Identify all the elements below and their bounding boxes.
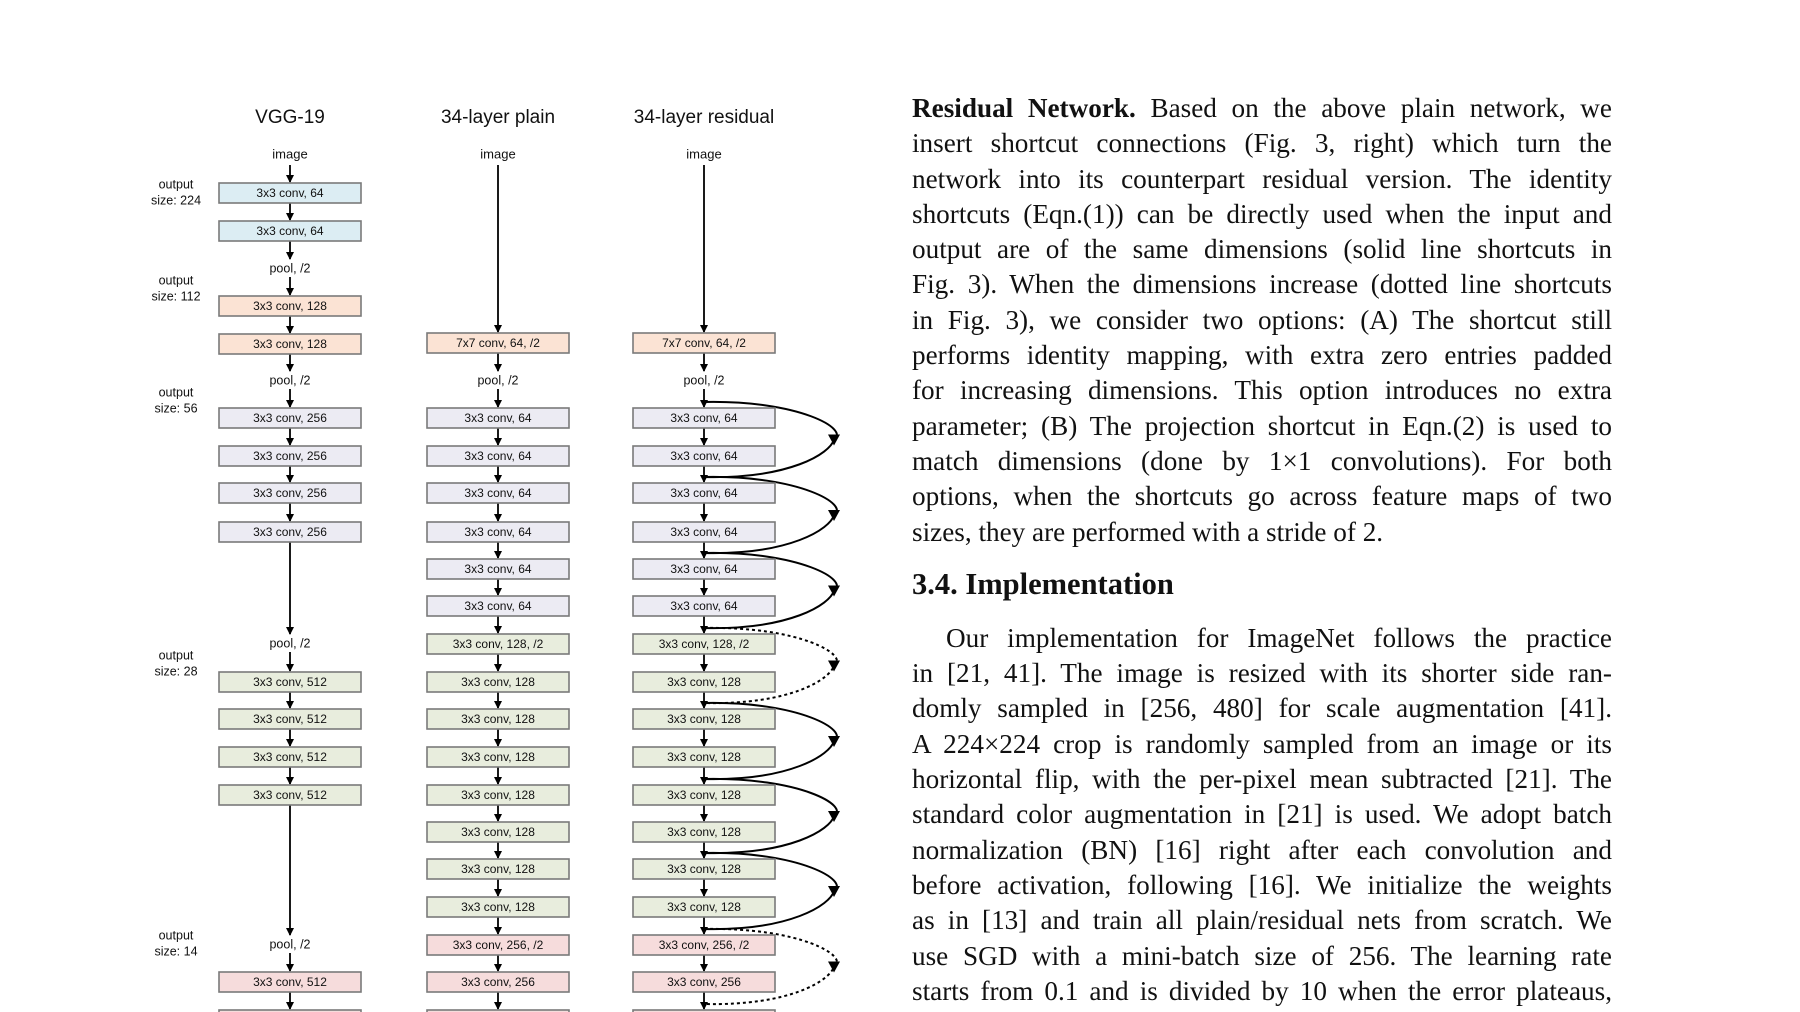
residual-network-paragraph (912, 91, 1612, 550)
output-size-label: output (158, 648, 194, 663)
output-size-label: size: 112 (151, 289, 201, 304)
layer-label: 3x3 conv, 512 (253, 975, 327, 990)
layer-label: 3x3 conv, 128 (667, 750, 741, 765)
column-title: 34-layer plain (440, 107, 556, 129)
shortcut-arrowhead (828, 962, 840, 973)
pool-label: pool, /2 (683, 373, 725, 388)
implementation-paragraph (912, 621, 1612, 1009)
column-title: VGG-19 (255, 107, 325, 129)
layer-label: 3x3 conv, 128, /2 (452, 637, 544, 652)
layer-label: 3x3 conv, 128 (461, 750, 535, 765)
layer-label: 3x3 conv, 512 (253, 675, 327, 690)
layer-label: 3x3 conv, 64 (464, 486, 532, 501)
text-line: standard color augmentation in [21] is used. We adopt batch (912, 799, 1612, 830)
pool-label: pool, /2 (269, 636, 311, 651)
text-line: normalization (BN) [16] right after each convolution and (912, 834, 1612, 865)
text-line (912, 91, 1612, 126)
output-size-label: output (158, 928, 194, 943)
layer-label: 3x3 conv, 128 (667, 712, 741, 727)
output-size-label: output (158, 385, 194, 400)
text-line: sizes, they are performed with a stride of 2. (912, 516, 1384, 547)
layer-label: 3x3 conv, 64 (670, 525, 738, 540)
output-size-label: output (158, 273, 194, 288)
shortcut-arrowhead (828, 510, 840, 521)
shortcut-arrowhead (828, 586, 840, 597)
text-line: Our implementation for ImageNet follows the practice (946, 622, 1612, 653)
layer-label: 3x3 conv, 128 (461, 712, 535, 727)
run-in-heading: Residual Network. (912, 93, 1136, 123)
layer-label: 3x3 conv, 256 (253, 411, 327, 426)
text-line: output are of the same dimensions (solid line shortcuts in (912, 234, 1612, 265)
text-line: horizontal flip, with the per-pixel mean subtracted [21]. The (912, 764, 1612, 795)
network-architecture-figure (0, 0, 880, 1012)
layer-label: 7x7 conv, 64, /2 (456, 336, 540, 351)
layer-label: 3x3 conv, 128 (461, 862, 535, 877)
text-run: Based on the above plain network, we (1135, 93, 1612, 123)
shortcut-arrowhead (828, 435, 840, 446)
layer-label: 3x3 conv, 512 (253, 788, 327, 803)
shortcut-arrowhead (828, 811, 840, 822)
layer-label: 3x3 conv, 256 (461, 975, 535, 990)
layer-label: 3x3 conv, 512 (253, 712, 327, 727)
text-line: shortcuts (Eqn.(1)) can be directly used when the input and (912, 198, 1612, 229)
layer-label: 3x3 conv, 256 (253, 486, 327, 501)
layer-label: 3x3 conv, 64 (464, 562, 532, 577)
layer-label: 3x3 conv, 64 (256, 186, 324, 201)
text-line: in [21, 41]. The image is resized with its shorter side ran- (912, 658, 1612, 689)
text-line: options, when the shortcuts go across feature maps of two (912, 481, 1612, 512)
layer-label: 3x3 conv, 256 (253, 449, 327, 464)
layer-label: 3x3 conv, 128 (667, 788, 741, 803)
output-size-label: size: 28 (154, 664, 198, 679)
layer-label: 7x7 conv, 64, /2 (662, 336, 746, 351)
layer-label: 3x3 conv, 64 (670, 486, 738, 501)
layer-label: 3x3 conv, 256, /2 (658, 938, 750, 953)
shortcut-arrowhead (828, 886, 840, 897)
text-line: insert shortcut connections (Fig. 3, right) which turn the (912, 128, 1612, 159)
layer-label: 3x3 conv, 128 (461, 675, 535, 690)
text-line: for increasing dimensions. This option introduces no extra (912, 375, 1612, 406)
text-line: match dimensions (done by 1×1 convolutions). For both (912, 445, 1612, 476)
layer-label: 3x3 conv, 64 (670, 599, 738, 614)
text-line: A 224×224 crop is randomly sampled from an image or its (912, 728, 1612, 759)
section-heading: 3.4. Implementation (912, 566, 1174, 601)
layer-label: 3x3 conv, 256 (253, 525, 327, 540)
text-line: performs identity mapping, with extra zero entries padded (912, 340, 1612, 371)
layer-label: 3x3 conv, 64 (670, 411, 738, 426)
image-input-label: image (272, 146, 308, 162)
layer-label: 3x3 conv, 128 (667, 900, 741, 915)
pool-label: pool, /2 (269, 937, 311, 952)
layer-label: 3x3 conv, 128 (667, 825, 741, 840)
text-line: network into its counterpart residual version. The identity (912, 163, 1612, 194)
text-line: Fig. 3). When the dimensions increase (dotted line shortcuts (912, 269, 1612, 300)
output-size-label: size: 224 (150, 193, 202, 208)
text-line: before activation, following [16]. We initialize the weights (912, 869, 1612, 900)
text-line: use SGD with a mini-batch size of 256. The learning rate (912, 940, 1612, 971)
layer-label: 3x3 conv, 64 (256, 224, 324, 239)
paper-text-column (912, 91, 1612, 1009)
layer-label: 3x3 conv, 64 (464, 525, 532, 540)
text-line: in Fig. 3), we consider two options: (A) The shortcut still (912, 304, 1612, 335)
text-line: domly sampled in [256, 480] for scale augmentation [41]. (912, 693, 1612, 724)
text-line: as in [13] and train all plain/residual nets from scratch. We (912, 905, 1612, 936)
layer-label: 3x3 conv, 256, /2 (452, 938, 544, 953)
output-size-label: size: 56 (154, 401, 198, 416)
image-input-label: image (480, 146, 516, 162)
output-size-label: size: 14 (154, 944, 198, 959)
layer-label: 3x3 conv, 64 (670, 562, 738, 577)
shortcut-arrowhead (828, 736, 840, 747)
layer-label: 3x3 conv, 128 (461, 900, 535, 915)
image-input-label: image (686, 146, 722, 162)
column-title: 34-layer residual (633, 107, 775, 129)
layer-label: 3x3 conv, 128, /2 (658, 637, 750, 652)
pool-label: pool, /2 (269, 261, 311, 276)
layer-label: 3x3 conv, 128 (461, 825, 535, 840)
layer-label: 3x3 conv, 128 (461, 788, 535, 803)
text-line: starts from 0.1 and is divided by 10 when the error plateaus, (912, 975, 1612, 1006)
pool-label: pool, /2 (269, 373, 311, 388)
layer-label: 3x3 conv, 64 (464, 599, 532, 614)
layer-label: 3x3 conv, 64 (670, 449, 738, 464)
text-line: parameter; (B) The projection shortcut in Eqn.(2) is used to (912, 410, 1612, 441)
layer-label: 3x3 conv, 64 (464, 449, 532, 464)
shortcut-arrowhead (828, 661, 840, 672)
layer-label: 3x3 conv, 512 (253, 750, 327, 765)
layer-label: 3x3 conv, 128 (667, 862, 741, 877)
layer-label: 3x3 conv, 128 (253, 337, 327, 352)
layer-label: 3x3 conv, 128 (253, 299, 327, 314)
layer-label: 3x3 conv, 256 (667, 975, 741, 990)
output-size-label: output (158, 177, 194, 192)
pool-label: pool, /2 (477, 373, 519, 388)
layer-label: 3x3 conv, 64 (464, 411, 532, 426)
layer-label: 3x3 conv, 128 (667, 675, 741, 690)
